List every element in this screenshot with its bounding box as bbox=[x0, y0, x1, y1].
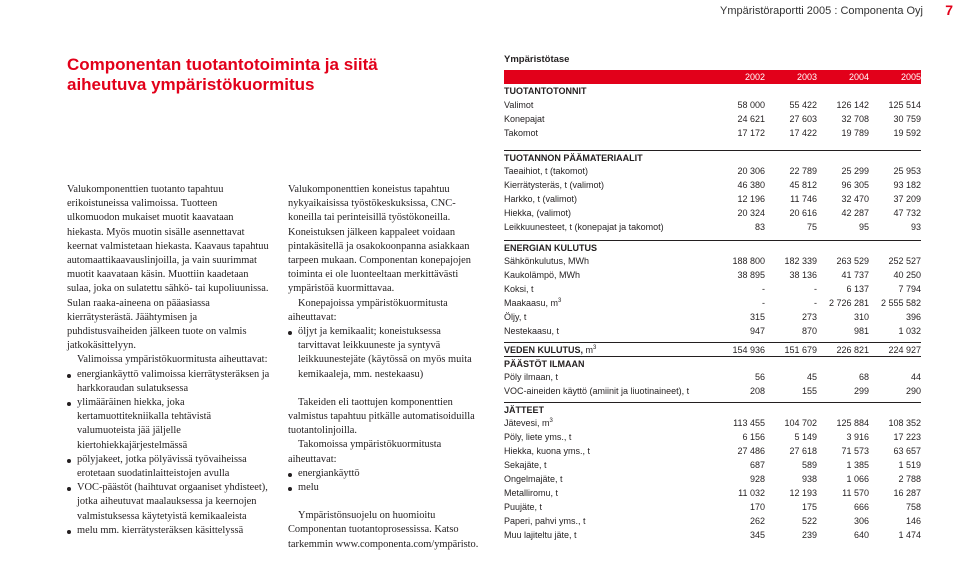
cell-value: 93 182 bbox=[893, 180, 921, 190]
table-row bbox=[504, 324, 921, 338]
list-item: melu bbox=[288, 481, 483, 495]
row-label bbox=[504, 310, 713, 324]
table-row bbox=[504, 528, 921, 542]
row-label bbox=[504, 324, 713, 338]
row-label bbox=[504, 514, 713, 528]
table-row bbox=[504, 112, 921, 126]
cell-value: 19 789 bbox=[841, 128, 869, 138]
superscript: 3 bbox=[593, 345, 597, 351]
table-row bbox=[504, 458, 921, 472]
paragraph: Takomoissa ympäristökuormitusta aiheuttavat: bbox=[288, 439, 442, 465]
cell-value: 42 287 bbox=[841, 208, 869, 218]
row-label bbox=[504, 486, 713, 500]
cell-value: 96 305 bbox=[841, 180, 869, 190]
cell-value: 2 788 bbox=[898, 474, 921, 484]
cell-value: 1 474 bbox=[898, 530, 921, 540]
cell-value: 55 422 bbox=[789, 100, 817, 110]
table-row bbox=[504, 206, 921, 220]
paragraph: Ympäristönsuojelu on huomioitu Componentan tuotantoprosessissa. Katso tarkemmin www.componenta.com/ympäristo. bbox=[288, 510, 479, 550]
row-label-text: Metalliromu, t bbox=[504, 488, 559, 498]
cell-value: 38 895 bbox=[737, 270, 765, 280]
list-item: melu mm. kierrätysteräksen käsittelyssä bbox=[67, 524, 272, 538]
table-row bbox=[504, 178, 921, 192]
cell-value: 12 193 bbox=[789, 488, 817, 498]
table-row bbox=[504, 192, 921, 206]
table-row bbox=[504, 98, 921, 112]
row-label-text: Paperi, pahvi yms., t bbox=[504, 516, 586, 526]
cell-value: 151 679 bbox=[784, 345, 817, 355]
cell-value: 113 455 bbox=[733, 418, 765, 428]
cell-value: 68 bbox=[858, 372, 869, 382]
section-heading: PÄÄSTÖT ILMAAN bbox=[504, 356, 921, 370]
table-row bbox=[504, 444, 921, 458]
table-row bbox=[504, 430, 921, 444]
row-label-text: Sekajäte, t bbox=[504, 460, 547, 470]
row-label bbox=[504, 112, 713, 126]
section-heading: ENERGIAN KULUTUS bbox=[504, 240, 921, 254]
cell-value: 299 bbox=[853, 386, 869, 396]
row-label-text: VEDEN KULUTUS, bbox=[504, 345, 584, 355]
cell-value: 345 bbox=[749, 530, 765, 540]
cell-value: 17 223 bbox=[893, 432, 921, 442]
row-label bbox=[504, 206, 713, 220]
row-label bbox=[504, 164, 713, 178]
text-column-2 bbox=[288, 183, 483, 552]
bullet-list bbox=[288, 325, 483, 382]
cell-value: 20 616 bbox=[789, 208, 817, 218]
cell-value: 17 172 bbox=[737, 128, 765, 138]
row-label bbox=[504, 528, 713, 542]
table-row bbox=[504, 268, 921, 282]
cell-value: 262 bbox=[749, 516, 765, 526]
cell-value: 1 066 bbox=[846, 474, 869, 484]
row-label bbox=[504, 384, 713, 398]
cell-value: 11 570 bbox=[842, 488, 869, 498]
cell-value: 155 bbox=[801, 386, 817, 396]
row-label-text: Maakaasu, m bbox=[504, 298, 559, 308]
row-label-text: Hiekka, kuona yms., t bbox=[504, 446, 591, 456]
cell-value: - bbox=[762, 284, 765, 294]
section-heading: TUOTANTOTONNIT bbox=[504, 86, 587, 96]
cell-value: 175 bbox=[801, 502, 817, 512]
paragraph: Konepajoissa ympäristökuormitusta aiheuttavat: bbox=[288, 297, 448, 323]
cell-value: 146 bbox=[905, 516, 921, 526]
row-label-text: Hiekka, (valimot) bbox=[504, 208, 572, 218]
row-label-text: Pöly, liete yms., t bbox=[504, 432, 572, 442]
year-label: 2004 bbox=[848, 72, 869, 82]
cell-value: 11 746 bbox=[790, 194, 817, 204]
table-body bbox=[504, 84, 921, 542]
table-row bbox=[504, 486, 921, 500]
row-label-text: Kierrätysteräs, t (valimot) bbox=[504, 180, 605, 190]
table-row bbox=[504, 416, 921, 430]
row-label bbox=[504, 98, 713, 112]
cell-value: 188 800 bbox=[732, 256, 765, 266]
cell-value: 6 156 bbox=[742, 432, 765, 442]
text-column-1 bbox=[67, 183, 272, 538]
cell-value: 640 bbox=[853, 530, 869, 540]
cell-value: 32 708 bbox=[841, 114, 869, 124]
paragraph: Valimoissa ympäristökuormitusta aiheuttavat: bbox=[77, 354, 268, 366]
cell-value: - bbox=[814, 284, 817, 294]
row-label bbox=[504, 178, 713, 192]
page-number: 7 bbox=[945, 2, 953, 18]
cell-value: 947 bbox=[749, 326, 765, 336]
row-label-text: Nestekaasu, t bbox=[504, 326, 560, 336]
cell-value: 12 196 bbox=[737, 194, 765, 204]
cell-value: 5 149 bbox=[794, 432, 817, 442]
section-heading: JÄTTEET bbox=[504, 402, 921, 416]
row-label bbox=[504, 192, 713, 206]
cell-value: 17 422 bbox=[789, 128, 817, 138]
row-label bbox=[504, 416, 713, 430]
row-label-text: Harkko, t (valimot) bbox=[504, 194, 578, 204]
cell-value: 938 bbox=[801, 474, 817, 484]
row-label-text: Leikkuunesteet, t (konepajat ja takomot) bbox=[504, 222, 664, 232]
cell-value: 310 bbox=[853, 312, 869, 322]
table-row bbox=[504, 310, 921, 324]
cell-value: 58 000 bbox=[737, 100, 765, 110]
row-label bbox=[504, 268, 713, 282]
running-header: Ympäristöraportti 2005 : Componenta Oyj bbox=[720, 5, 923, 17]
row-label bbox=[504, 458, 713, 472]
cell-value: 290 bbox=[905, 386, 921, 396]
table-row bbox=[504, 472, 921, 486]
cell-value: 226 821 bbox=[836, 345, 869, 355]
table-row bbox=[504, 126, 921, 140]
row-label bbox=[504, 126, 713, 140]
table-row bbox=[504, 282, 921, 296]
cell-value: - bbox=[814, 298, 817, 308]
cell-value: 108 352 bbox=[888, 418, 921, 428]
cell-value: 25 299 bbox=[841, 166, 869, 176]
row-label-text: Taeaihiot, t (takomot) bbox=[504, 166, 589, 176]
table-row bbox=[504, 220, 921, 234]
section-heading: TUOTANNON PÄÄMATERIAALIT bbox=[504, 150, 921, 164]
superscript: 3 bbox=[558, 298, 562, 304]
cell-value: 208 bbox=[749, 386, 765, 396]
cell-value: 263 529 bbox=[836, 256, 869, 266]
cell-value: 27 603 bbox=[789, 114, 817, 124]
table-row bbox=[504, 384, 921, 398]
cell-value: 981 bbox=[853, 326, 869, 336]
row-label-text: Konepajat bbox=[504, 114, 545, 124]
row-label-text: Muu lajiteltu jäte, t bbox=[504, 530, 577, 540]
row-label-text: Pöly ilmaan, t bbox=[504, 372, 559, 382]
cell-value: 154 936 bbox=[732, 345, 765, 355]
cell-value: 170 bbox=[749, 502, 765, 512]
row-label bbox=[504, 500, 713, 514]
cell-value: 928 bbox=[749, 474, 765, 484]
cell-value: 20 324 bbox=[737, 208, 765, 218]
row-label-text: Sähkönkulutus, MWh bbox=[504, 256, 590, 266]
cell-value: 41 737 bbox=[841, 270, 869, 280]
paragraph: Takeiden eli taottujen komponenttien valmistus tapahtuu pitkälle automatisoiduilla tuotantolinjoilla. bbox=[288, 396, 475, 437]
row-label-text: Kaukolämpö, MWh bbox=[504, 270, 581, 280]
row-label bbox=[504, 343, 713, 356]
page-title: Componentan tuotantotoiminta ja siitä aiheutuva ympäristökuormitus bbox=[67, 55, 378, 94]
cell-value: 46 380 bbox=[737, 180, 765, 190]
row-label bbox=[504, 254, 713, 268]
cell-value: 63 657 bbox=[893, 446, 921, 456]
table-row bbox=[504, 514, 921, 528]
row-label-text: Öljy, t bbox=[504, 312, 527, 322]
year-label: 2005 bbox=[900, 72, 921, 82]
cell-value: 522 bbox=[801, 516, 817, 526]
bullet-list bbox=[67, 368, 272, 538]
cell-value: 93 bbox=[910, 222, 921, 232]
bullet-list bbox=[288, 467, 483, 495]
list-item: ylimääräinen hiekka, joka kertamuottitekniikalla tehtävistä valumuoteista jää jäljelle kiertohiekkajärjestelmässä bbox=[67, 396, 272, 453]
paragraph: Valukomponenttien tuotanto tapahtuu erikoistuneissa valimoissa. Tuotteen ulkomuodon mukaiset muotit kaavataan hiekasta. Myös muotin sisälle asennettavat keernat valmistetaan hiekasta. Kaavaus tapahtuu automaattikaavauslinjoilla, ja vain suurimmat muotit kaavataan käsin. Muottiin kaadetaan sulaa, joka on sulatettu sähkö- tai kupoliuunissa. Sulan raaka-aineena on pääasiassa kierrätysterästä. Jäähtymisen ja puhdistusvaiheiden jälkeen tuote on valmis jatkokäsittelyyn. bbox=[67, 184, 269, 352]
table-total-row bbox=[504, 342, 921, 356]
cell-value: 125 884 bbox=[836, 418, 869, 428]
row-label bbox=[504, 430, 713, 444]
cell-value: 306 bbox=[853, 516, 869, 526]
cell-value: 758 bbox=[905, 502, 921, 512]
table-title: Ympäristötase bbox=[504, 54, 570, 65]
row-label-text: VOC-aineiden käyttö (amiinit ja liuotinaineet), t bbox=[504, 386, 690, 396]
table-row bbox=[504, 164, 921, 178]
list-item: VOC-päästöt (haihtuvat orgaaniset yhdisteet), jotka aiheutuvat maalauksessa ja keernojen valmistuksessa käytetyistä kemikaaleista bbox=[67, 481, 272, 524]
table-row bbox=[504, 296, 921, 310]
cell-value: 37 209 bbox=[893, 194, 921, 204]
row-label bbox=[504, 370, 713, 384]
cell-value: 687 bbox=[749, 460, 765, 470]
cell-value: 224 927 bbox=[888, 345, 921, 355]
cell-value: 83 bbox=[754, 222, 765, 232]
cell-value: 45 bbox=[806, 372, 817, 382]
list-item: energiankäyttö bbox=[288, 467, 483, 481]
cell-value: 16 287 bbox=[893, 488, 921, 498]
superscript: 3 bbox=[549, 418, 553, 424]
row-label-text: Koksi, t bbox=[504, 284, 534, 294]
environment-balance-table bbox=[504, 53, 921, 542]
cell-value: 30 759 bbox=[893, 114, 921, 124]
cell-value: - bbox=[762, 298, 765, 308]
cell-value: 7 794 bbox=[898, 284, 921, 294]
cell-value: 20 306 bbox=[737, 166, 765, 176]
cell-value: 40 250 bbox=[893, 270, 921, 280]
year-label: 2003 bbox=[796, 72, 817, 82]
cell-value: 2 726 281 bbox=[828, 298, 869, 308]
cell-value: 239 bbox=[801, 530, 817, 540]
list-item: pölyjakeet, jotka pölyävissä työvaiheissa erotetaan suodatinlaitteistojen avulla bbox=[67, 453, 272, 481]
year-header-row bbox=[504, 70, 921, 84]
cell-value: 1 519 bbox=[898, 460, 921, 470]
row-label bbox=[504, 444, 713, 458]
cell-value: 252 527 bbox=[888, 256, 921, 266]
cell-value: 1 032 bbox=[898, 326, 921, 336]
cell-value: 396 bbox=[905, 312, 921, 322]
row-label-text: Ongelmajäte, t bbox=[504, 474, 563, 484]
cell-value: 104 702 bbox=[784, 418, 817, 428]
cell-value: 38 136 bbox=[789, 270, 817, 280]
cell-value: 2 555 582 bbox=[880, 298, 921, 308]
cell-value: 44 bbox=[910, 372, 921, 382]
cell-value: 27 618 bbox=[789, 446, 817, 456]
row-label bbox=[504, 296, 713, 310]
cell-value: 45 812 bbox=[789, 180, 817, 190]
section-gap bbox=[504, 140, 921, 150]
row-label-text: Jätevesi, m bbox=[504, 418, 550, 428]
cell-value: 22 789 bbox=[789, 166, 817, 176]
table-row bbox=[504, 500, 921, 514]
row-label-text: Takomot bbox=[504, 128, 539, 138]
cell-value: 25 953 bbox=[893, 166, 921, 176]
row-label-text: Valimot bbox=[504, 100, 534, 110]
unit: m bbox=[585, 345, 594, 355]
cell-value: 24 621 bbox=[737, 114, 765, 124]
row-label bbox=[504, 220, 713, 234]
cell-value: 56 bbox=[754, 372, 765, 382]
cell-value: 32 470 bbox=[841, 194, 869, 204]
cell-value: 126 142 bbox=[836, 100, 869, 110]
paragraph: Valukomponenttien koneistus tapahtuu nykyaikaisissa työstökeskuksissa, CNC-koneilla tai perinteisillä työstökoneilla. Koneistuksen jälkeen kappaleet voidaan pintakäsitellä ja osakokoonpanna asiakkaan tarpeen mukaan. Componentan konepajojen toiminta ei ole luonteeltaan merkittävästi ympäristöä kuormittavaa. bbox=[288, 184, 471, 295]
cell-value: 47 732 bbox=[893, 208, 921, 218]
cell-value: 182 339 bbox=[784, 256, 817, 266]
cell-value: 870 bbox=[801, 326, 817, 336]
table-row bbox=[504, 254, 921, 268]
cell-value: 666 bbox=[853, 502, 869, 512]
cell-value: 273 bbox=[801, 312, 817, 322]
cell-value: 1 385 bbox=[846, 460, 869, 470]
row-label-text: Puujäte, t bbox=[504, 502, 543, 512]
list-item: energiankäyttö valimoissa kierrätysteräksen ja harkkoraudan sulatuksessa bbox=[67, 368, 272, 396]
table-row bbox=[504, 370, 921, 384]
cell-value: 71 573 bbox=[841, 446, 869, 456]
cell-value: 95 bbox=[858, 222, 869, 232]
cell-value: 315 bbox=[749, 312, 765, 322]
cell-value: 125 514 bbox=[888, 100, 921, 110]
cell-value: 589 bbox=[801, 460, 817, 470]
row-label bbox=[504, 472, 713, 486]
cell-value: 19 592 bbox=[893, 128, 921, 138]
year-label: 2002 bbox=[744, 72, 765, 82]
cell-value: 3 916 bbox=[846, 432, 869, 442]
row-label bbox=[504, 282, 713, 296]
cell-value: 27 486 bbox=[737, 446, 765, 456]
cell-value: 11 032 bbox=[738, 488, 765, 498]
cell-value: 75 bbox=[806, 222, 817, 232]
cell-value: 6 137 bbox=[846, 284, 869, 294]
list-item: öljyt ja kemikaalit; koneistuksessa tarvittavat leikkuuneste ja syntyvä leikkuunestejäte (käytössä on myös muita kemikaaleja, mm. nestekaasu) bbox=[288, 325, 483, 382]
